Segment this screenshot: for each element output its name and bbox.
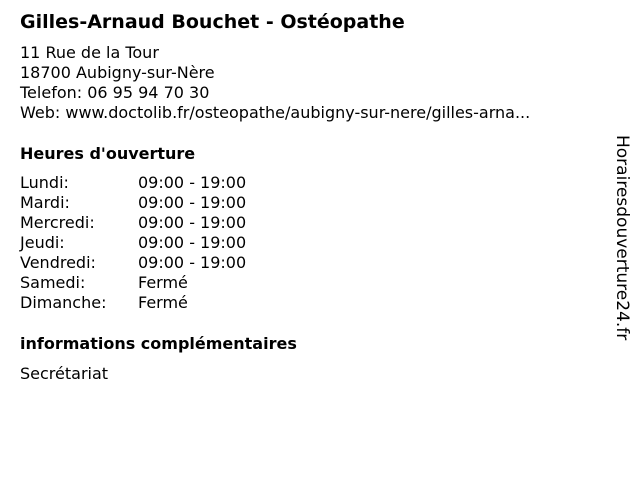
opening-hours-heading: Heures d'ouverture xyxy=(20,144,196,163)
day-label: Jeudi: xyxy=(20,233,65,252)
additional-info-text: Secrétariat xyxy=(20,364,109,383)
hours-row-sunday xyxy=(20,293,320,313)
street-address: 11 Rue de la Tour xyxy=(20,43,159,62)
day-label: Mercredi: xyxy=(20,213,95,232)
hours-row-monday xyxy=(20,173,320,193)
hours-row-friday xyxy=(20,253,320,273)
day-label: Samedi: xyxy=(20,273,86,292)
day-hours: Fermé xyxy=(138,293,188,312)
hours-row-thursday xyxy=(20,233,320,253)
business-title: Gilles-Arnaud Bouchet - Ostéopathe xyxy=(20,11,405,33)
hours-row-saturday xyxy=(20,273,320,293)
day-hours: 09:00 - 19:00 xyxy=(138,213,247,232)
day-hours: 09:00 - 19:00 xyxy=(138,253,247,272)
day-hours: Fermé xyxy=(138,273,188,292)
additional-info-heading: informations complémentaires xyxy=(20,334,297,353)
day-label: Lundi: xyxy=(20,173,69,192)
day-label: Vendredi: xyxy=(20,253,96,272)
site-watermark: Horairesdouverture24.fr xyxy=(612,135,632,341)
day-hours: 09:00 - 19:00 xyxy=(138,193,247,212)
phone-number: Telefon: 06 95 94 70 30 xyxy=(20,83,210,102)
website-link[interactable]: Web: www.doctolib.fr/osteopathe/aubigny-sur-nere/gilles-arna... xyxy=(20,103,531,122)
day-label: Mardi: xyxy=(20,193,70,212)
hours-row-wednesday xyxy=(20,213,320,233)
address-block xyxy=(20,43,530,123)
day-hours: 09:00 - 19:00 xyxy=(138,233,247,252)
day-label: Dimanche: xyxy=(20,293,107,312)
day-hours: 09:00 - 19:00 xyxy=(138,173,247,192)
opening-hours-list xyxy=(20,173,320,313)
hours-row-tuesday xyxy=(20,193,320,213)
city-address: 18700 Aubigny-sur-Nère xyxy=(20,63,215,82)
